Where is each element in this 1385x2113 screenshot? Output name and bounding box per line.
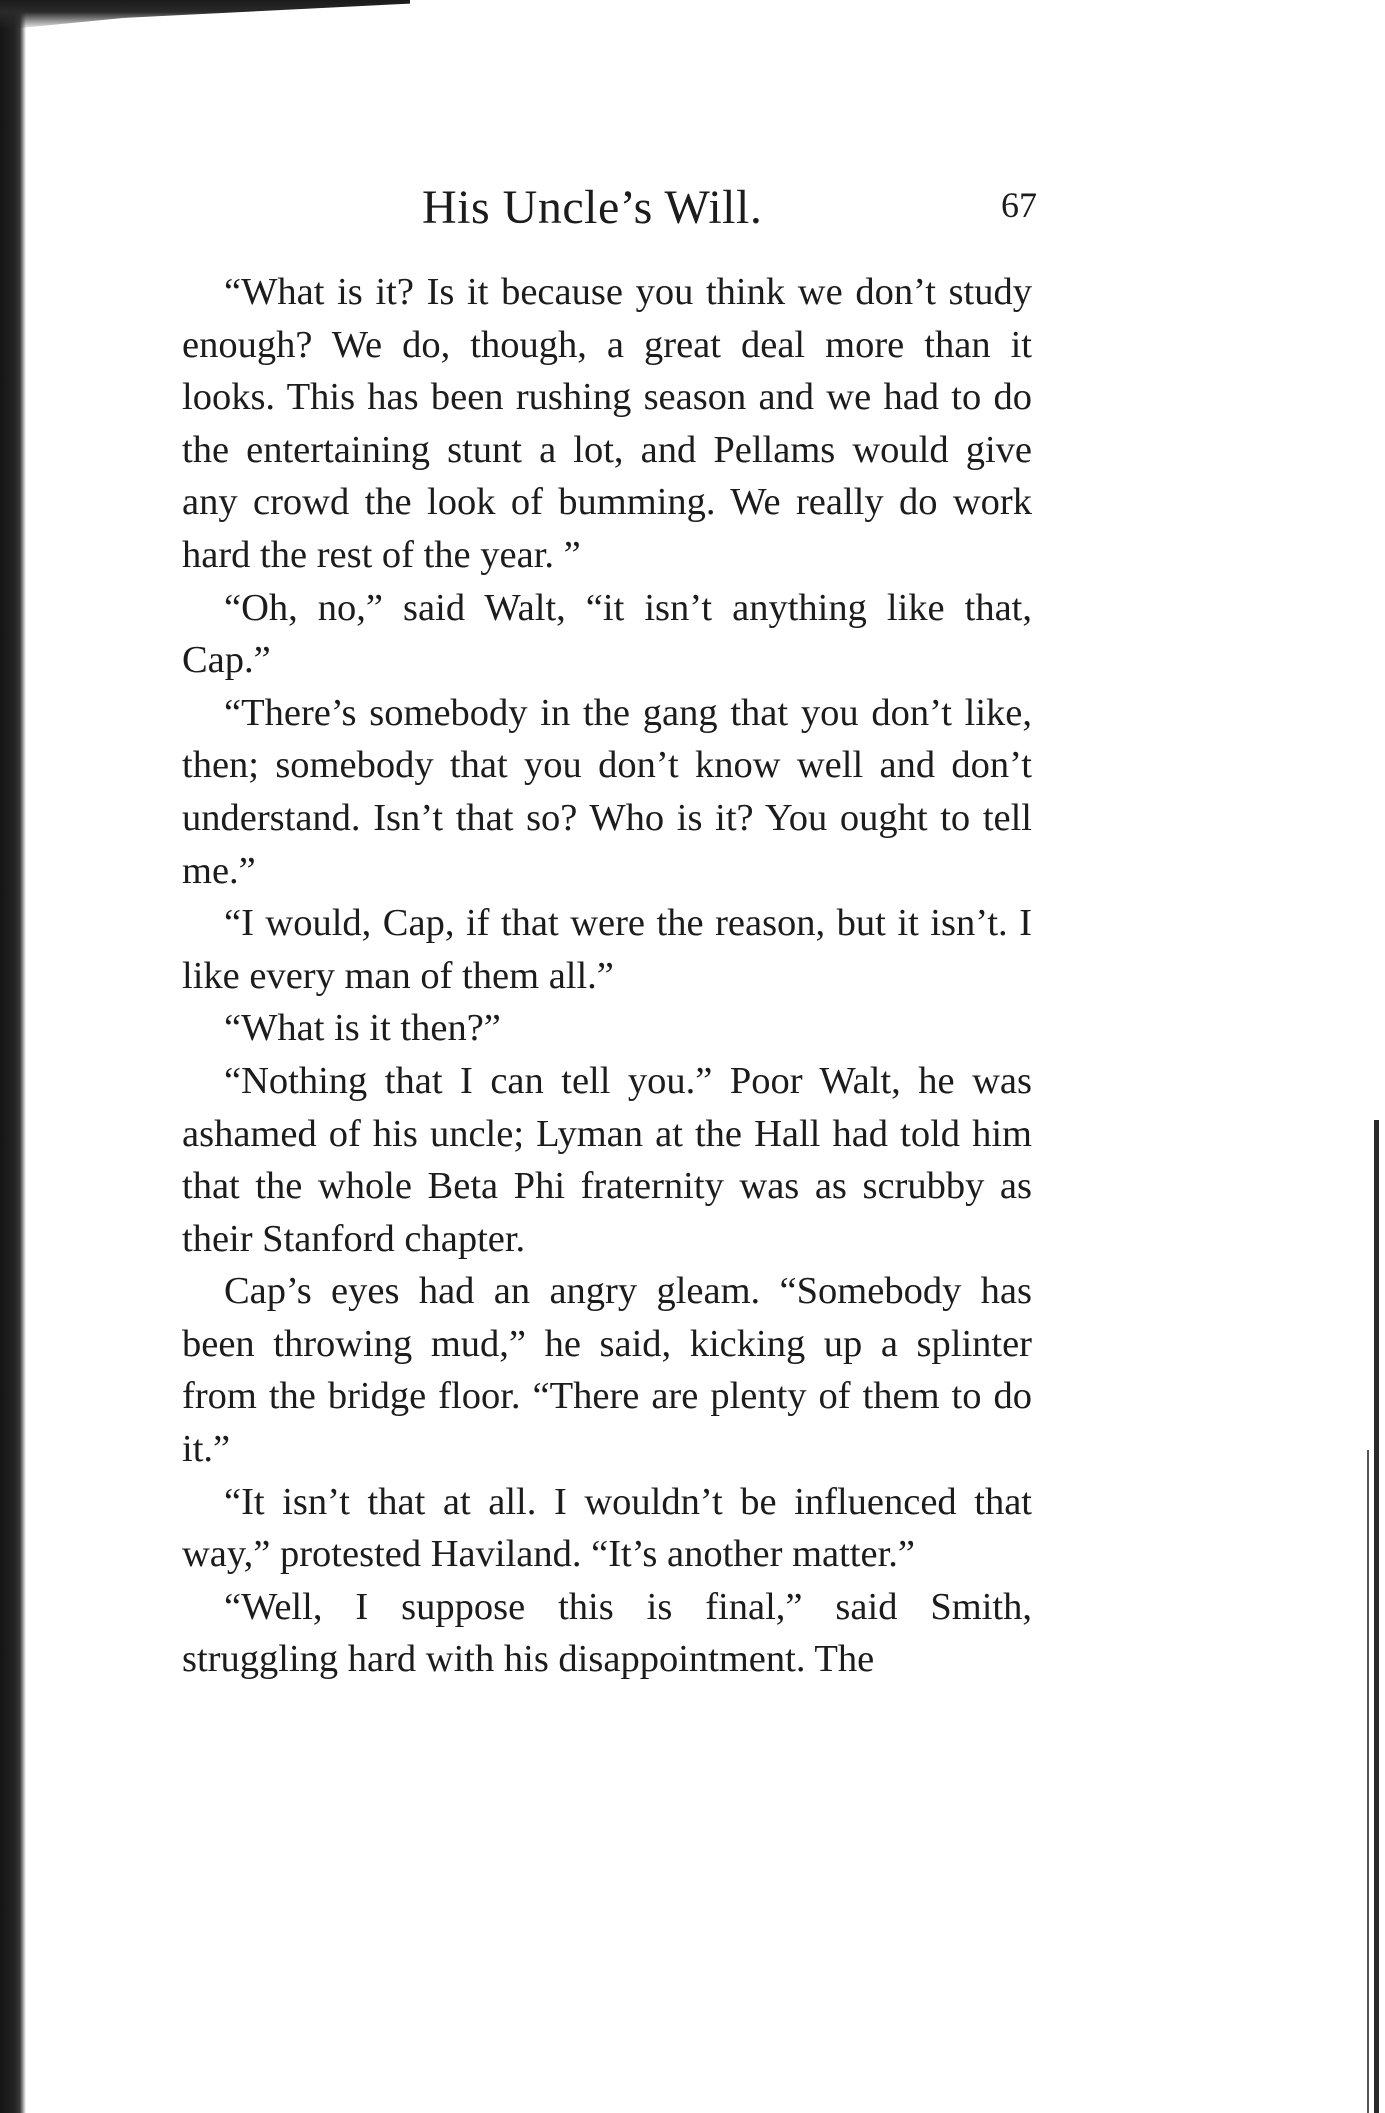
running-title: His Uncle’s Will. [422, 181, 763, 234]
paragraph: “Well, I suppose this is final,” said Smith, struggling hard with his disappointment. The [182, 1585, 1032, 1681]
running-head [182, 180, 1037, 244]
scan-edge-right-inner [1367, 1450, 1369, 2113]
paragraph: “What is it? Is it because you think we don’t study enough? We do, though, a great deal more than it looks. This has been rushing season and we had to do the entertaining stunt a lot, and Pellams would give any crowd the look of bumming. We really do work hard the rest of the year. ” [182, 271, 1032, 576]
body-text [182, 266, 1032, 1686]
paragraph: “Oh, no,” said Walt, “it isn’t anything like that, Cap.” [182, 586, 1032, 682]
paragraph: “I would, Cap, if that were the reason, but it isn’t. I like every man of them all.” [182, 902, 1032, 997]
scan-edge-right [1374, 1120, 1379, 2113]
scan-edge-top [0, 0, 410, 30]
paragraph: Cap’s eyes had an angry gleam. “Somebody has been throwing mud,” he said, kicking up a splinter from the bridge floor. “There are plenty of them to do it.” [182, 1270, 1032, 1471]
paragraph: “What is it then?” [224, 1007, 501, 1050]
paragraph: “It isn’t that at all. I wouldn’t be influenced that way,” protested Haviland. “It’s another matter.” [182, 1480, 1032, 1576]
page-number: 67 [1001, 185, 1037, 225]
paragraph: “There’s somebody in the gang that you don’t like, then; somebody that you don’t know well and don’t understand. Isn’t that so? Who is it? You ought to tell me.” [182, 691, 1032, 892]
book-page [182, 180, 1037, 1686]
scan-edge-left [0, 0, 26, 2113]
paragraph: “Nothing that I can tell you.” Poor Walt, he was ashamed of his uncle; Lyman at the Hall had told him that the whole Beta Phi fraternity was as scrubby as their Stanford chapter. [182, 1059, 1032, 1260]
